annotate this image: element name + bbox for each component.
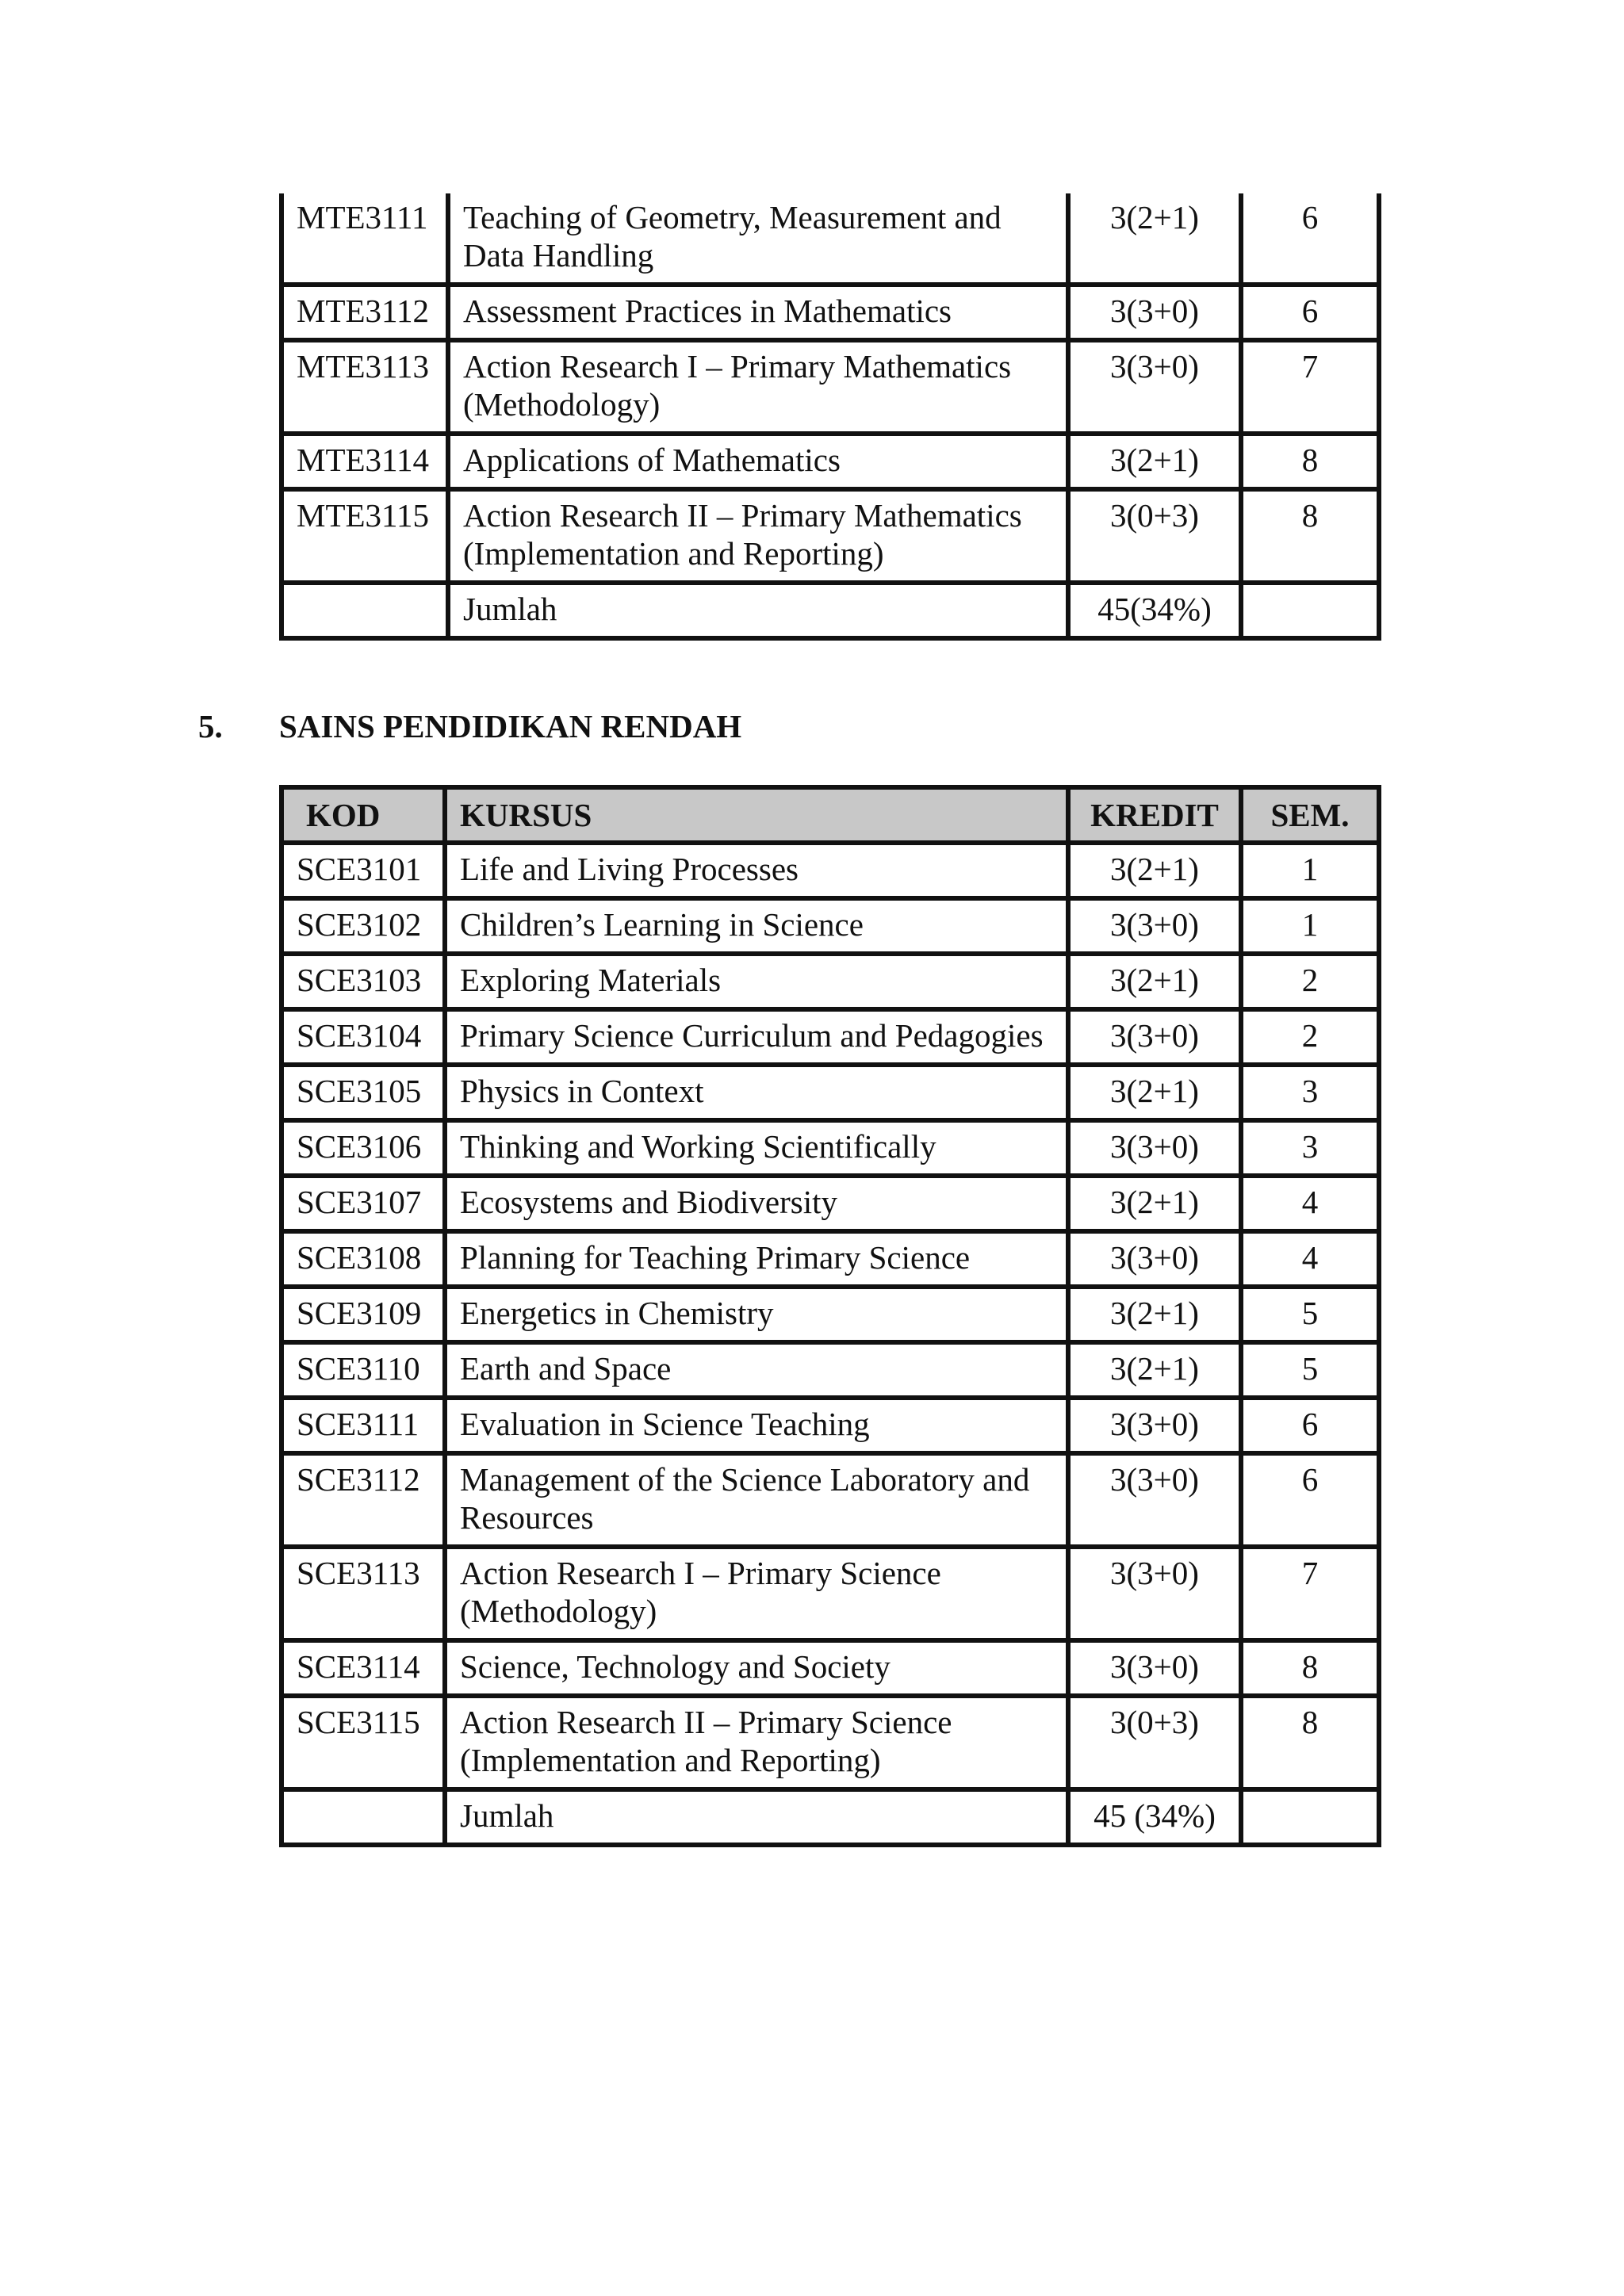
table-row xyxy=(282,898,1379,954)
course-code: SCE3107 xyxy=(282,1176,445,1231)
table-row xyxy=(282,954,1379,1009)
course-semester: 8 xyxy=(1241,434,1379,489)
course-credit: 3(0+3) xyxy=(1068,489,1241,583)
course-code: MTE3112 xyxy=(282,285,448,340)
course-semester: 6 xyxy=(1241,1398,1379,1453)
course-code: MTE3115 xyxy=(282,489,448,583)
course-semester: 3 xyxy=(1241,1065,1379,1120)
course-code: SCE3103 xyxy=(282,954,445,1009)
total-row xyxy=(282,583,1379,638)
course-name: Energetics in Chemistry xyxy=(445,1287,1068,1342)
course-name: Ecosystems and Biodiversity xyxy=(445,1176,1068,1231)
course-code: SCE3112 xyxy=(282,1453,445,1547)
course-credit: 3(2+1) xyxy=(1068,1342,1241,1398)
course-code: SCE3105 xyxy=(282,1065,445,1120)
course-credit: 3(3+0) xyxy=(1068,1547,1241,1640)
table-row xyxy=(282,193,1379,285)
course-code: SCE3110 xyxy=(282,1342,445,1398)
course-semester: 2 xyxy=(1241,1009,1379,1065)
course-semester: 6 xyxy=(1241,193,1379,285)
course-code: SCE3108 xyxy=(282,1231,445,1287)
course-credit: 3(3+0) xyxy=(1068,1640,1241,1696)
course-code: SCE3113 xyxy=(282,1547,445,1640)
total-semester-cell xyxy=(1241,1789,1379,1845)
course-semester: 7 xyxy=(1241,340,1379,434)
course-semester: 4 xyxy=(1241,1176,1379,1231)
table-row xyxy=(282,285,1379,340)
course-semester: 8 xyxy=(1241,1640,1379,1696)
course-code: SCE3115 xyxy=(282,1696,445,1789)
course-credit: 3(3+0) xyxy=(1068,1231,1241,1287)
course-name: Physics in Context xyxy=(445,1065,1068,1120)
course-credit: 3(2+1) xyxy=(1068,1287,1241,1342)
course-semester: 4 xyxy=(1241,1231,1379,1287)
course-name: Management of the Science Laboratory and Resources xyxy=(445,1453,1068,1547)
course-name: Assessment Practices in Mathematics xyxy=(448,285,1068,340)
course-semester: 8 xyxy=(1241,489,1379,583)
table-row xyxy=(282,434,1379,489)
table-row xyxy=(282,1547,1379,1640)
course-credit: 3(3+0) xyxy=(1068,898,1241,954)
course-semester: 6 xyxy=(1241,1453,1379,1547)
course-semester: 2 xyxy=(1241,954,1379,1009)
course-semester: 5 xyxy=(1241,1287,1379,1342)
course-credit: 3(3+0) xyxy=(1068,340,1241,434)
course-name: Planning for Teaching Primary Science xyxy=(445,1231,1068,1287)
table-row xyxy=(282,1398,1379,1453)
course-code: MTE3114 xyxy=(282,434,448,489)
total-code-cell xyxy=(282,583,448,638)
course-name: Thinking and Working Scientifically xyxy=(445,1120,1068,1176)
total-code-cell xyxy=(282,1789,445,1845)
course-name: Exploring Materials xyxy=(445,954,1068,1009)
table-row xyxy=(282,1342,1379,1398)
course-credit: 3(3+0) xyxy=(1068,1398,1241,1453)
table-row xyxy=(282,1176,1379,1231)
course-name: Applications of Mathematics xyxy=(448,434,1068,489)
course-credit: 3(2+1) xyxy=(1068,843,1241,898)
course-name: Earth and Space xyxy=(445,1342,1068,1398)
header-sem: SEM. xyxy=(1241,787,1379,843)
course-name: Science, Technology and Society xyxy=(445,1640,1068,1696)
table-row xyxy=(282,1696,1379,1789)
header-kursus: KURSUS xyxy=(445,787,1068,843)
course-semester: 1 xyxy=(1241,898,1379,954)
course-code: SCE3109 xyxy=(282,1287,445,1342)
course-credit: 3(0+3) xyxy=(1068,1696,1241,1789)
course-code: SCE3104 xyxy=(282,1009,445,1065)
course-semester: 6 xyxy=(1241,285,1379,340)
course-credit: 3(3+0) xyxy=(1068,1009,1241,1065)
table-row xyxy=(282,489,1379,583)
table-row xyxy=(282,1287,1379,1342)
table-row xyxy=(282,1009,1379,1065)
course-name: Action Research I – Primary Science (Methodology) xyxy=(445,1547,1068,1640)
course-semester: 5 xyxy=(1241,1342,1379,1398)
course-code: MTE3113 xyxy=(282,340,448,434)
course-credit: 3(2+1) xyxy=(1068,193,1241,285)
course-code: MTE3111 xyxy=(282,193,448,285)
total-label: Jumlah xyxy=(445,1789,1068,1845)
course-code: SCE3102 xyxy=(282,898,445,954)
total-label: Jumlah xyxy=(448,583,1068,638)
course-semester: 1 xyxy=(1241,843,1379,898)
course-semester: 7 xyxy=(1241,1547,1379,1640)
section-title: SAINS PENDIDIKAN RENDAH xyxy=(279,708,742,744)
section-number: 5. xyxy=(198,708,223,744)
course-name: Evaluation in Science Teaching xyxy=(445,1398,1068,1453)
course-code: SCE3111 xyxy=(282,1398,445,1453)
header-kod: KOD xyxy=(282,787,445,843)
total-credit: 45(34%) xyxy=(1068,583,1241,638)
table-row xyxy=(282,1640,1379,1696)
course-code: SCE3101 xyxy=(282,843,445,898)
table-row xyxy=(282,340,1379,434)
table-row xyxy=(282,1231,1379,1287)
course-semester: 8 xyxy=(1241,1696,1379,1789)
course-name: Life and Living Processes xyxy=(445,843,1068,898)
course-credit: 3(2+1) xyxy=(1068,954,1241,1009)
course-credit: 3(3+0) xyxy=(1068,1453,1241,1547)
total-credit: 45 (34%) xyxy=(1068,1789,1241,1845)
header-kredit: KREDIT xyxy=(1068,787,1241,843)
course-credit: 3(3+0) xyxy=(1068,1120,1241,1176)
course-name: Primary Science Curriculum and Pedagogies xyxy=(445,1009,1068,1065)
course-credit: 3(2+1) xyxy=(1068,434,1241,489)
table-row xyxy=(282,843,1379,898)
table-row xyxy=(282,1065,1379,1120)
course-name: Action Research II – Primary Science (Implementation and Reporting) xyxy=(445,1696,1068,1789)
course-credit: 3(2+1) xyxy=(1068,1065,1241,1120)
science-course-table xyxy=(279,785,1381,1847)
course-credit: 3(2+1) xyxy=(1068,1176,1241,1231)
course-code: SCE3106 xyxy=(282,1120,445,1176)
header-row xyxy=(282,787,1379,843)
course-name: Action Research I – Primary Mathematics (Methodology) xyxy=(448,340,1068,434)
table-row xyxy=(282,1453,1379,1547)
course-semester: 3 xyxy=(1241,1120,1379,1176)
course-name: Action Research II – Primary Mathematics (Implementation and Reporting) xyxy=(448,489,1068,583)
course-name: Teaching of Geometry, Measurement and Data Handling xyxy=(448,193,1068,285)
mathematics-course-table-continued xyxy=(279,193,1381,641)
course-name: Children’s Learning in Science xyxy=(445,898,1068,954)
course-credit: 3(3+0) xyxy=(1068,285,1241,340)
table-row xyxy=(282,1120,1379,1176)
course-code: SCE3114 xyxy=(282,1640,445,1696)
total-semester-cell xyxy=(1241,583,1379,638)
total-row xyxy=(282,1789,1379,1845)
